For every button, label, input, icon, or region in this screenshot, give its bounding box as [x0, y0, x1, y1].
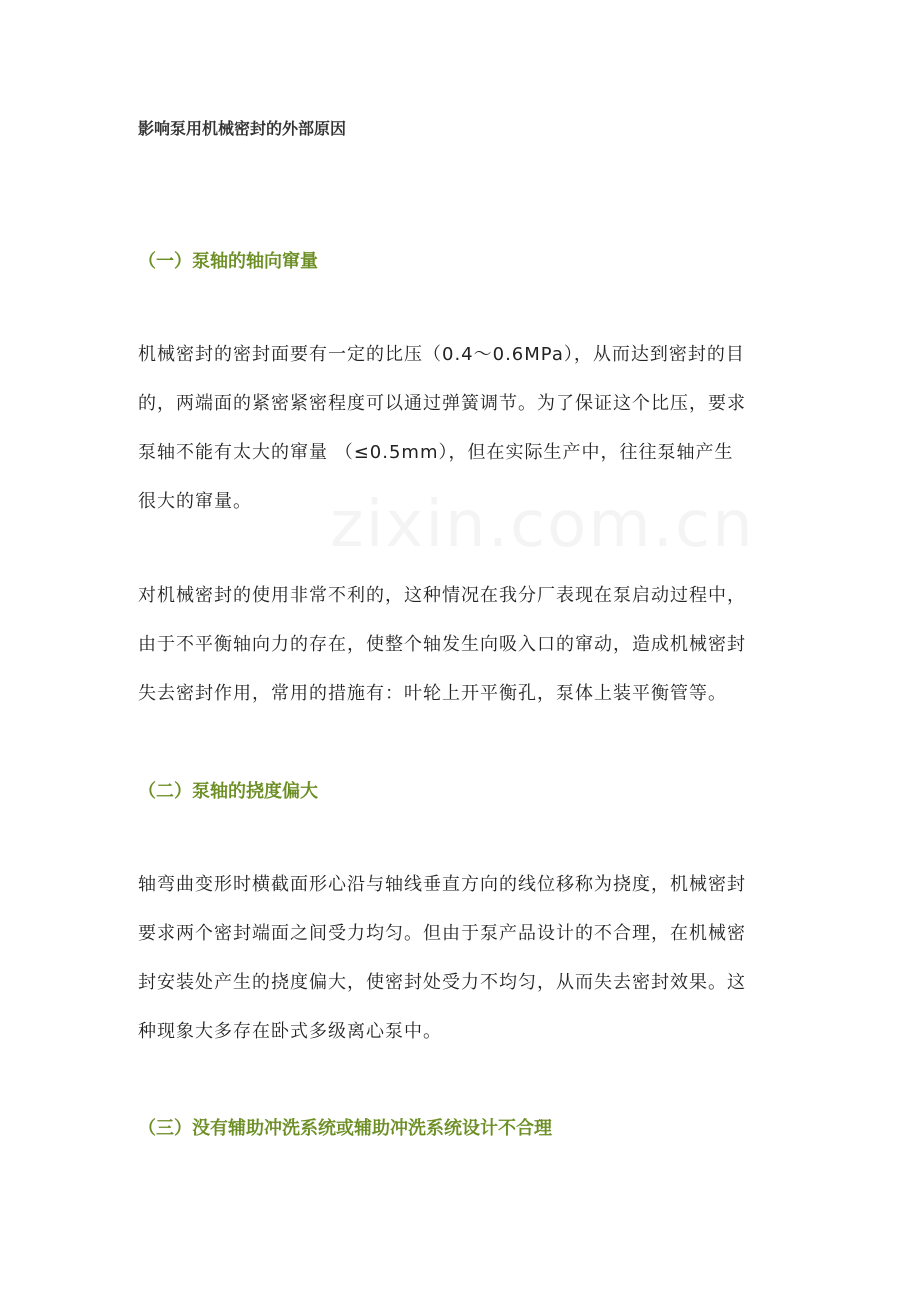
- paragraph-line: 轴弯曲变形时横截面形心沿与轴线垂直方向的线位移称为挠度，机械密封: [138, 874, 746, 895]
- section-heading-1: （一）泵轴的轴向窜量: [138, 251, 318, 272]
- document-title: 影响泵用机械密封的外部原因: [138, 119, 347, 138]
- paragraph-1-2: [138, 571, 784, 718]
- paragraph-line: 封安装处产生的挠度偏大，使密封处受力不均匀，从而失去密封效果。这: [138, 972, 746, 993]
- section-heading-2: （二）泵轴的挠度偏大: [138, 781, 318, 802]
- paragraph-line: 失去密封作用，常用的措施有：叶轮上开平衡孔，泵体上装平衡管等。: [138, 683, 727, 704]
- section-heading-3: （三）没有辅助冲洗系统或辅助冲洗系统设计不合理: [138, 1118, 552, 1139]
- paragraph-line: 由于不平衡轴向力的存在，使整个轴发生向吸入口的窜动，造成机械密封: [138, 634, 746, 655]
- paragraph-line: 种现象大多存在卧式多级离心泵中。: [138, 1021, 442, 1042]
- paragraph-line: 要求两个密封端面之间受力均匀。但由于泵产品设计的不合理，在机械密: [138, 923, 746, 944]
- paragraph-line: 对机械密封的使用非常不利的，这种情况在我分厂表现在泵启动过程中，: [138, 585, 746, 606]
- paragraph-line: 泵轴不能有太大的窜量 （≤0.5mm），但在实际生产中，往往泵轴产生: [138, 442, 734, 463]
- paragraph-line: 的，两端面的紧密紧密程度可以通过弹簧调节。为了保证这个比压，要求: [138, 393, 746, 414]
- paragraph-line: 机械密封的密封面要有一定的比压（0.4～0.6MPa），从而达到密封的目: [138, 344, 745, 365]
- paragraph-line: 很大的窜量。: [138, 491, 252, 512]
- paragraph-2-1: [138, 860, 784, 1056]
- paragraph-1-1: [138, 330, 784, 526]
